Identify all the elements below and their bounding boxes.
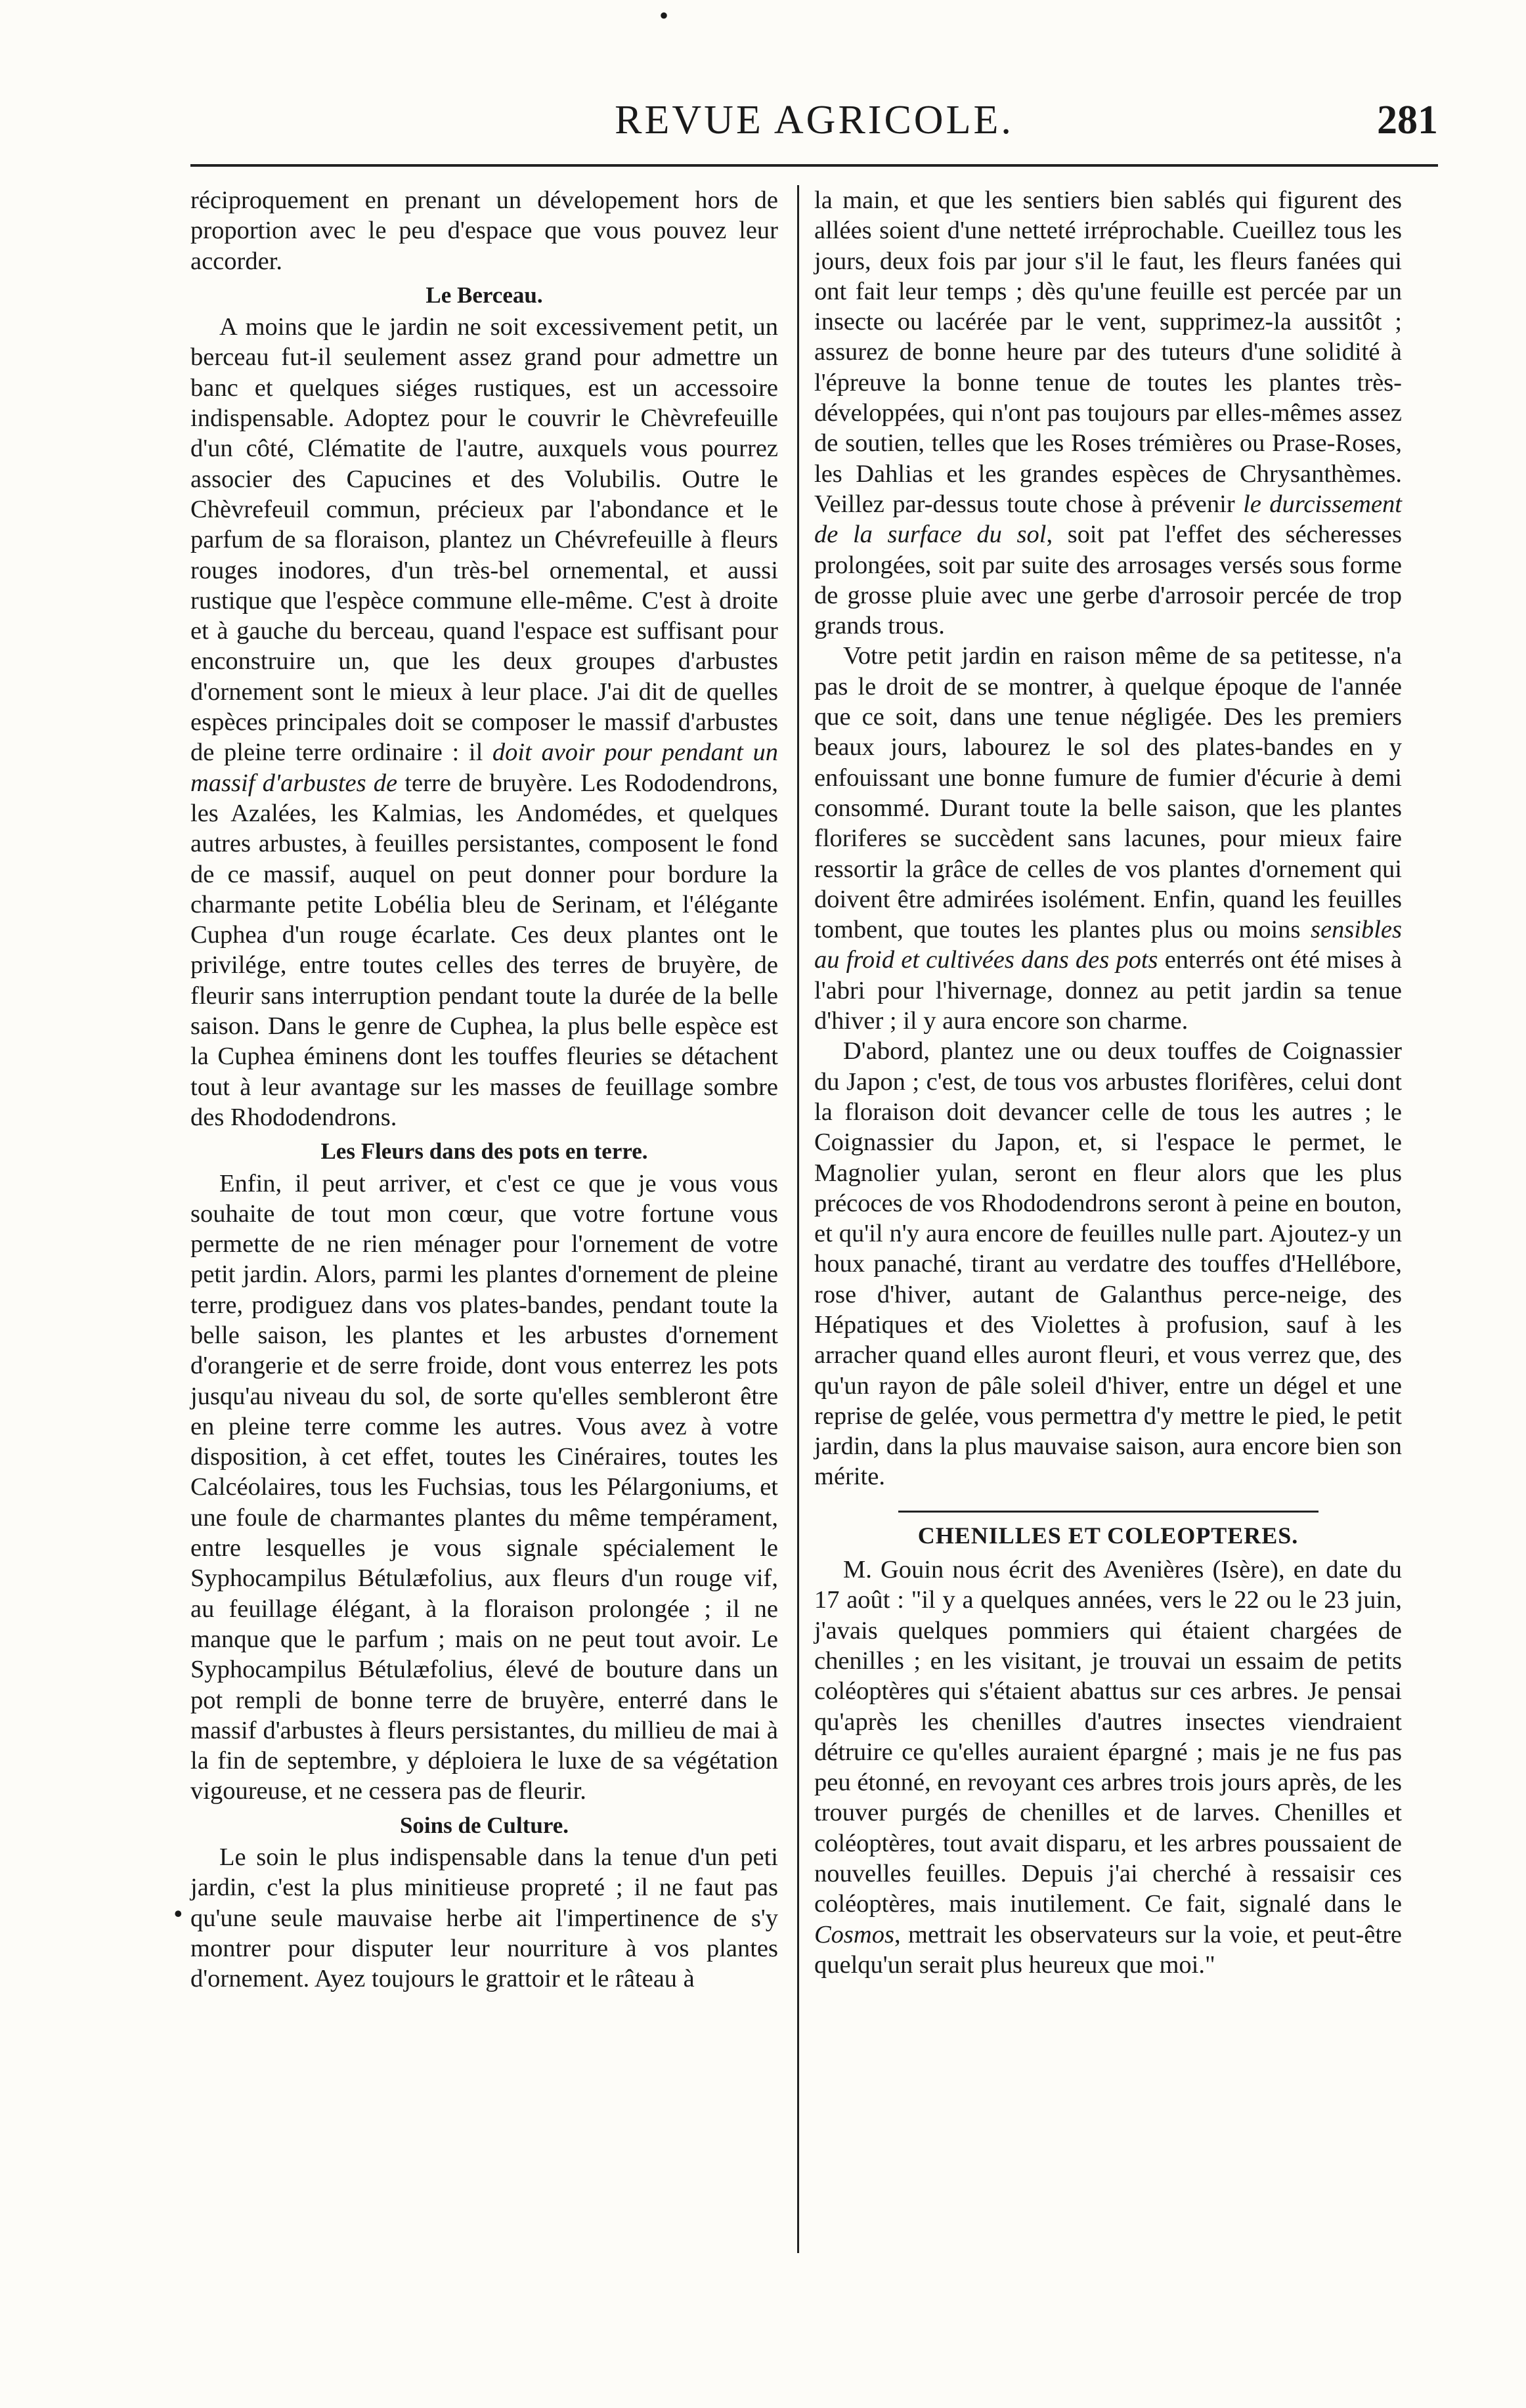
paragraph-soins-culture: Le soin le plus indispensable dans la tenue d'un peti jardin, c'est la plus minitieuse propreté ; il ne faut pas qu'une seule mauvaise herbe ait l'impertinence de s'y montrer pour disputer leur nourriture à vos plantes d'ornement. Ayez toujours le grattoir et le râteau à <box>190 1843 778 1993</box>
text-run: M. Gouin nous écrit des Avenières (Isère), en date du 17 août : "il y a quelques années, vers le 22 ou le 23 juin, j'avais quelques pommiers qui étaient chargées de chenilles ; en les visitant, je trouvai un essaim de petits coléoptères qui s'étaient abattus sur ces arbres. Je pensai qu'après les chenilles d'autres insectes viendraient détruire ce qu'elles auraient épargné ; mais je ne fus pas peu étonné, en revoyant ces arbres trois jours après, de les trouver purgés de chenilles et de larves. Chenilles et coléoptères, tout avait disparu, et les arbres poussaient de nouvelles feuilles. Depuis j'ai cherché à ressaisir ces coléoptères, mais inutilement. Ce fait, signalé dans le <box>814 1556 1402 1918</box>
running-title: REVUE AGRICOLE. <box>615 98 1014 142</box>
text-run: A moins que le jardin ne soit excessivement petit, un berceau fut-il seulement assez grand pour admettre un banc et quelques siéges rustiques, est un accessoire indispensable. Adoptez pour le couvrir le Chèvrefeuille d'un côté, Clématite de l'autre, auxquels vous pourrez associer des Capucines et des Volubilis. Outre le Chèvrefeuil commun, précieux par l'abondance et le parfum de sa floraison, plantez un Chévrefeuille à fleurs rouges inodores, d'un très-bel ornemental, et aussi rustique que l'espèce commune elle-même. C'est à droite et à gauche du berceau, quand l'espace est suffisant pour enconstruire un, que les deux groupes d'arbustes d'ornement sont le mieux à leur place. J'ai dit de quelles espèces principales doit se composer le massif d'arbustes de pleine terre ordinaire : il <box>190 313 778 767</box>
right-column <box>814 185 1402 1980</box>
italic-run: le durcissement de la surface du sol <box>814 490 1402 549</box>
header-rule <box>190 164 1438 167</box>
page-number: 281 <box>1377 98 1438 142</box>
marginal-mark: • <box>174 1901 183 1927</box>
text-run: enterrés ont été mises à l'abri pour l'hivernage, donnez au petit jardin sa tenue d'hiver ; il y aura encore son charme. <box>814 946 1402 1035</box>
heading-berceau: Le Berceau. <box>425 282 543 308</box>
intro-paragraph: réciproquement en prenant un dévelopement hors de proportion avec le peu d'espace que vous pouvez leur accorder. <box>190 186 778 275</box>
paragraph-chenilles <box>814 1555 1402 1980</box>
heading-chenilles-coleopteres: CHENILLES ET COLEOPTERES. <box>917 1522 1299 1549</box>
paragraph-fleurs-pots: Enfin, il peut arriver, et c'est ce que je vous vous souhaite de tout mon cœur, que votre fortune vous permette de ne rien ménager pour l'ornement de votre petit jardin. Alors, parmi les plantes d'ornement de pleine terre, prodiguez dans vos plates-bandes, pendant toute la belle saison, les plantes et les arbustes d'ornement d'orangerie et de serre froide, dont vous enterrez les pots jusqu'au niveau du sol, de sorte qu'elles sembleront être en pleine terre comme les autres. Vous avez à votre disposition, à cet effet, toutes les Cinéraires, toutes les Calcéolaires, tous les Fuchsias, tous les Pélargoniums, et une foule de charmantes plantes du même tempérament, entre lesquelles je vous signale spécialement le Syphocampilus Bétulæfolius, aux fleurs d'un rouge vif, au feuillage élégant, à la floraison prolongée ; il ne manque que le parfum ; mais on ne peut tout avoir. Le Syphocampilus Bétulæfolius, élevé de bouture dans un pot rempli de bonne terre de bruyère, enterré dans le massif d'arbustes à fleurs persistantes, du millieu de mai à la fin de septembre, y déploiera le luxe de sa végétation vigoureuse, et ne cessera pas de fleurir. <box>190 1169 778 1805</box>
text-run: , mettrait les observateurs sur la voie, et peut-être quelqu'un serait plus heureux que moi." <box>814 1920 1402 1979</box>
paragraph-soins-continued <box>814 185 1402 641</box>
italic-run: doit avoir pour pendant un massif d'arbustes de <box>190 739 778 797</box>
text-run: Votre petit jardin en raison même de sa petitesse, n'a pas le droit de se montrer, à quelque époque de l'année que ce soit, dans une tenue négligée. Des les premiers beaux jours, labourez le sol des plates-bandes en y enfouissant une bonne fumure de fumier d'écurie à demi consommé. Durant toute la belle saison, que les plantes floriferes se succèdent sans lacunes, pour mieux faire ressortir la grâce de celles de vos plantes d'ornement qui doivent être admirées isolément. Enfin, quand les feuilles tombent, que toutes les plantes plus ou moins <box>814 642 1402 944</box>
section-rule <box>898 1511 1319 1513</box>
print-dot: • <box>659 1 669 30</box>
heading-fleurs-pots: Les Fleurs dans des pots en terre. <box>320 1138 648 1165</box>
italic-run: Cosmos <box>814 1920 894 1948</box>
column-divider <box>797 185 799 2253</box>
paragraph-berceau <box>190 312 778 1132</box>
paragraph-coignassier: D'abord, plantez une ou deux touffes de Coignassier du Japon ; c'est, de tous vos arbustes florifères, celui dont la floraison doit devancer celle de tous les autres ; le Coignassier du Japon, et, si l'espace le permet, le Magnolier yulan, seront en fleur alors que les plus précoces de vos Rhododendrons seront à peine en bouton, et qu'il n'y aura encore de feuilles nulle part. Ajoutez-y un houx panaché, tirant au verdatre des touffes d'Hellébore, rose d'hiver, autant de Galanthus perce-neige, des Hépatiques et des Violettes à profusion, sauf à les arracher quand elles auront fleuri, et vous verrez que, des qu'un rayon de pâle soleil d'hiver, entre un dégel et une reprise de gelée, vous permettra d'y mettre le pied, le petit jardin, dans la plus mauvaise saison, aura encore bien son mérite. <box>814 1037 1402 1491</box>
heading-soins-culture: Soins de Culture. <box>399 1812 569 1838</box>
text-run: terre de bruyère. Les Rododendrons, les Azalées, les Kalmias, les Andomédes, et quelques autres arbustes, à feuilles persistantes, composent le fond de ce massif, auquel on peut donner pour bordure la charmante petite Lobélia bleu de Serinam, et l'élégante Cuphea d'un rouge écarlate. Ces deux plantes ont le privilége, entre toutes celles des terres de bruyère, de fleurir sans interruption pendant toute la durée de la belle saison. Dans le genre de Cuphea, la plus belle espèce est la Cuphea éminens dont les touffes fleuries se détachent tout à leur avantage sur les masses de feuillage sombre des Rhododendrons. <box>190 769 778 1131</box>
left-column <box>190 185 778 1994</box>
italic-run: sensibles au froid et cultivées dans des pots <box>814 916 1402 974</box>
page-header <box>190 85 1438 158</box>
text-run: la main, et que les sentiers bien sablés qui figurent des allées soient d'une netteté irréprochable. Cueillez tous les jours, deux fois par jour s'il le faut, les fleurs fanées qui ont fait leur temps ; dès qu'une feuille est percée par un insecte ou lacérée par le vent, supprimez-la aussitôt ; assurez de bonne heure par des tuteurs d'une solidité à l'épreuve la bonne tenue de toutes les plantes très-développées, qui n'ont pas toujours par elles-mêmes assez de soutien, telles que les Roses trémières ou Prase-Roses, les Dahlias et les grandes espèces de Chrysanthèmes. Veillez par-dessus toute chose à prévenir <box>814 186 1402 518</box>
text-run: , soit pat l'effet des sécheresses prolongées, soit par suite des arrosages versés sous forme de grosse pluie avec une gerbe d'arrosoir percée de trop grands trous. <box>814 521 1402 640</box>
paragraph-petit-jardin <box>814 641 1402 1036</box>
